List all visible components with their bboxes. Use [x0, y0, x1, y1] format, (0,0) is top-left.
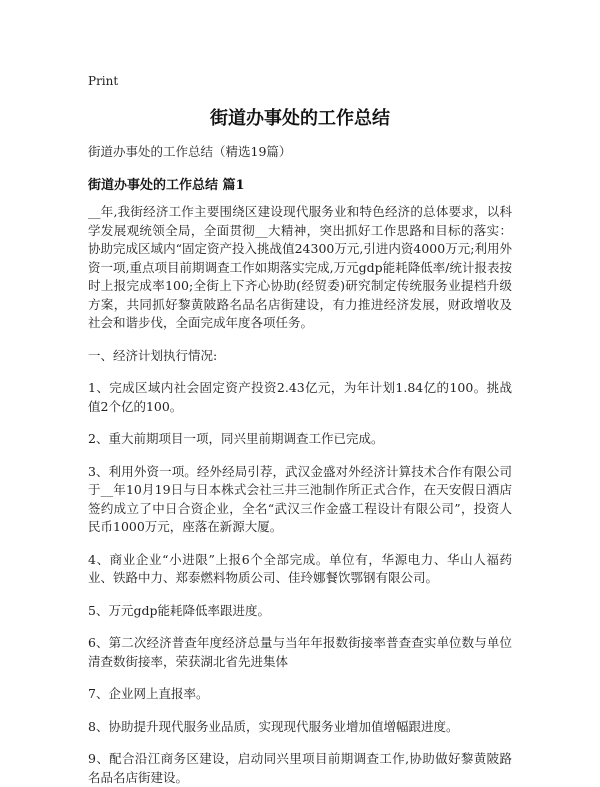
list-item-9: 9、配合沿江商务区建设，启动同兴里项目前期调查工作,协助做好黎黄陂路名品名店街建设。	[88, 751, 512, 785]
document-subtitle: 街道办事处的工作总结（精选19篇）	[88, 144, 292, 159]
section-heading: 街道办事处的工作总结 篇1	[88, 178, 245, 193]
intro-paragraph: __年,我街经济工作主要围绕区建设现代服务业和特色经济的总体要求，以科学发展观统领全局，全面贯彻__大精神，突出抓好工作思路和目标的落实：协助完成区域内“固定资产投入挑战值24300万元,引进内资4000万元;利用外资一项,重点项目前期调查工作如期落实完成,万元gdp能耗降低率/统计报表按时上报完成率100;全街上下齐心协助(经贸委)研究制定传统服务业提档升级方案，共同抓好黎黄陂路名品名店街建设，有力推进经济发展，财政增收及社会和谐步伐，全面完成年度各项任务。	[88, 204, 512, 330]
list-item-2: 2、重大前期项目一项，同兴里前期调查工作已完成。	[88, 431, 384, 446]
list-item-5: 5、万元gdp能耗降低率跟进度。	[88, 602, 270, 618]
print-link[interactable]: Print	[88, 74, 119, 88]
list-item-7: 7、企业网上直报率。	[88, 686, 209, 701]
list-item-6: 6、第二次经济普查年度经济总量与当年年报数街接率普查查实单位数与单位清查数街接率，荣获湖北省先进集体	[88, 635, 512, 669]
list-item-4: 4、商业企业“小进限”上报6个全部完成。单位有，华源电力、华山人福药业、铁路中力、郑泰燃料物质公司、佳玲娜餐饮鄂钢有限公司。	[88, 551, 512, 585]
list-item-1: 1、完成区域内社会固定资产投资2.43亿元，为年计划1.84亿的100。挑战值2个亿的100。	[88, 380, 512, 414]
list-item-8: 8、协助提升现代服务业品质，实现现代服务业增加值增幅跟进度。	[88, 718, 459, 734]
subsection-heading: 一、经济计划执行情况:	[88, 347, 218, 363]
page-title: 街道办事处的工作总结	[210, 108, 390, 129]
list-item-3: 3、利用外资一项。经外经局引荐，武汉金盛对外经济计算技术合作有限公司于__年10月19日与日本株式会社三井三池制作所正式合作，在天安假日酒店签约成立了中日合资企业，全名“武汉三作金盛工程设计有限公司”，投资人民币1000万元，座落在新源大厦。	[88, 463, 512, 534]
